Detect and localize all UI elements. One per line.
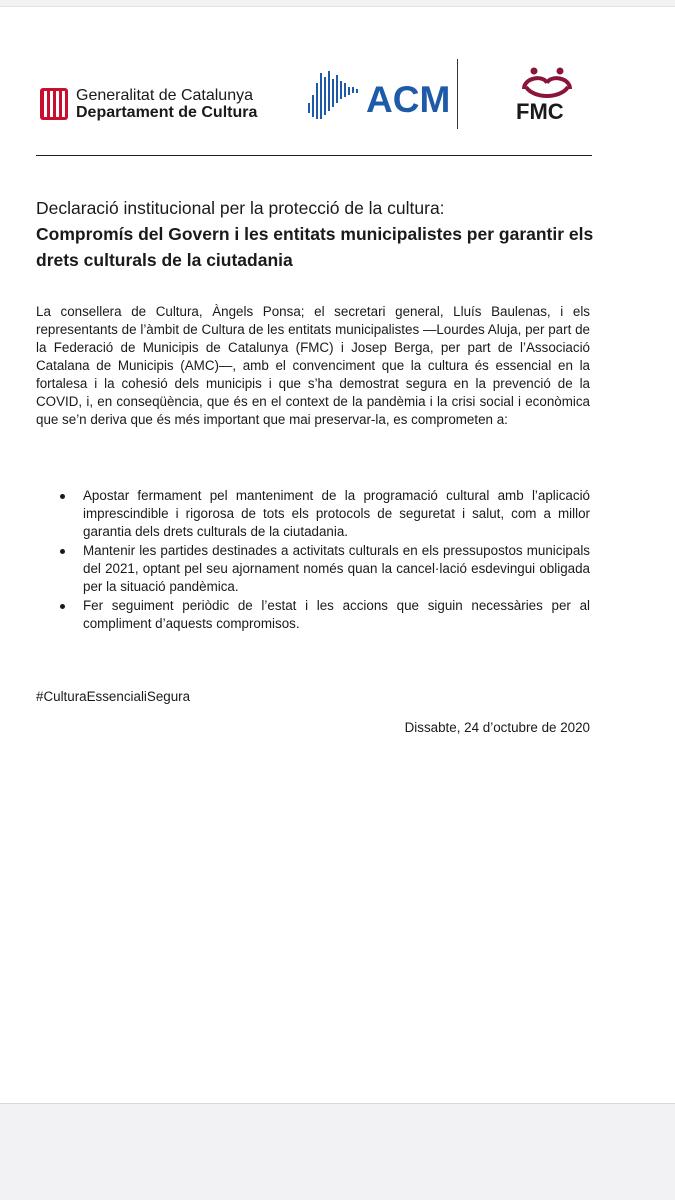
document-page — [0, 6, 675, 1104]
department-name: Departament de Cultura — [76, 104, 258, 121]
fmc-logo — [514, 65, 580, 127]
acm-logo — [306, 59, 461, 129]
list-item-text: Mantenir les partides destinades a activitats culturals en els pressupostos municipals del 2021, optant pel seu ajornament només quan la cancel·lació esdevingui obligada per la situació pandèmica. — [83, 543, 590, 594]
list-item-text: Apostar fermament pel manteniment de la programació cultural amb l’aplicació imprescindible i rigorosa de tots els protocols de seguretat i salut, com a millor garantia dels drets culturals de la ciutadania. — [83, 488, 590, 539]
acm-bars-icon — [306, 59, 366, 129]
bullet-icon — [60, 604, 65, 609]
generalitat-logo — [40, 87, 257, 121]
document-date: Dissabte, 24 d’octubre de 2020 — [404, 720, 590, 735]
bullet-icon — [60, 494, 65, 499]
gencat-name: Generalitat de Catalunya — [76, 87, 253, 104]
title-line-1: Declaració institucional per la protecció de la cultura: — [36, 198, 445, 218]
list-item — [36, 487, 590, 541]
list-item-text: Fer seguiment periòdic de l’estat i les accions que siguin necessàries per al compliment d’aquests compromisos. — [83, 598, 590, 631]
title-line-2: Compromís del Govern i les entitats municipalistes per garantir els drets culturals de la ciutadania — [36, 224, 594, 270]
acm-label: ACM — [366, 79, 451, 120]
header-rule — [36, 155, 592, 156]
senyera-icon — [40, 88, 68, 120]
hashtag: #CulturaEssencialiSegura — [36, 689, 191, 704]
declaration-title — [36, 195, 596, 273]
bullet-icon — [60, 549, 65, 554]
fmc-label: FMC — [516, 99, 564, 124]
logo-divider — [457, 59, 458, 129]
list-item — [36, 597, 590, 633]
fmc-people-icon — [514, 65, 580, 99]
commitments-list — [36, 487, 590, 634]
header-logos — [0, 7, 675, 157]
list-item — [36, 542, 590, 596]
body-paragraph: La consellera de Cultura, Àngels Ponsa; el secretari general, Lluís Baulenas, i els representants de l’àmbit de Cultura de les entitats municipalistes —Lourdes Aluja, per part de la Federació de Municipis de Catalunya (FMC) i Josep Berga, per part de l’Associació Catalana de Municipis (AMC)—, amb el convenciment que la cultura és essencial en la fortalesa i la cohesió dels municipis i que s’ha demostrat segura en la prevenció de la COVID, i, en conseqüència, que és en el context de la pandèmia i la crisi social i econòmica que se’n deriva que és més important que mai preservar-la, es comprometen a: — [36, 304, 590, 427]
